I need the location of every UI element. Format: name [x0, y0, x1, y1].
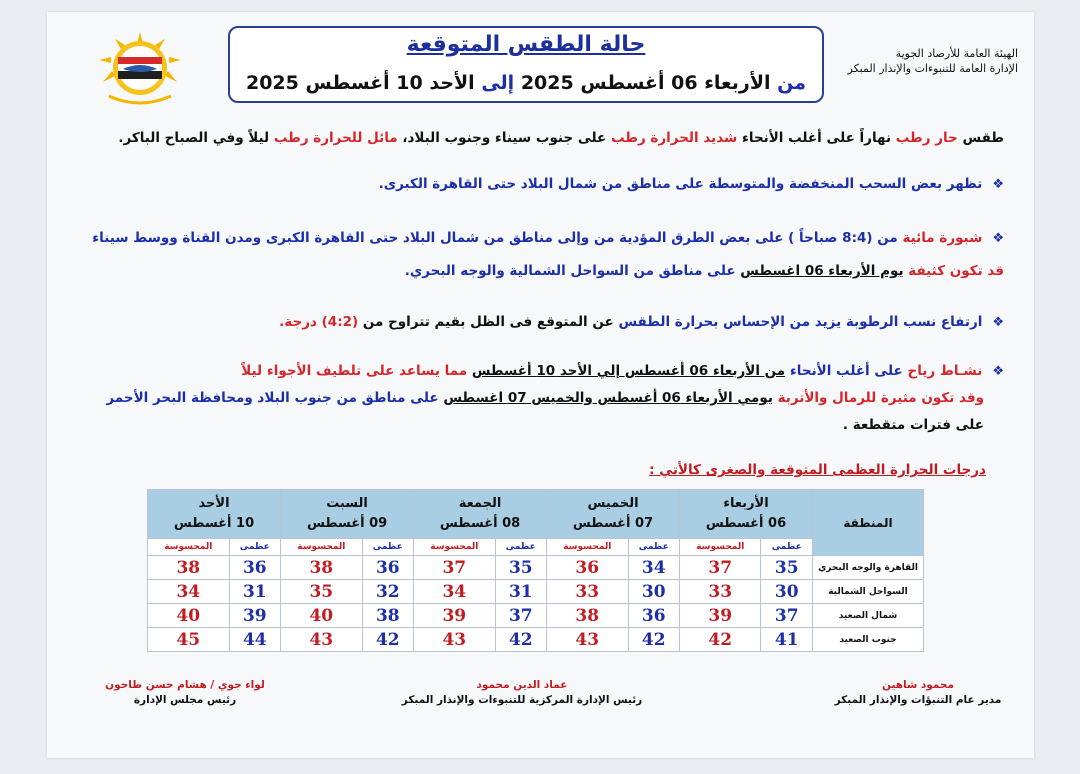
- feels-like-label: المحسوسة: [680, 539, 761, 556]
- bullet-wind: [74, 358, 1004, 439]
- day-name: الخميس: [587, 496, 639, 511]
- day-date: 08 أغسطس: [439, 516, 521, 531]
- humidity-degrees: (4:2) درجة.: [279, 314, 359, 330]
- bullet-icon: ❖: [992, 177, 1004, 192]
- max-temp-label: عظمى: [628, 539, 680, 556]
- day-header: [148, 490, 281, 539]
- day-header: [281, 490, 414, 539]
- humidity-text: ارتفاع نسب الرطوبة يزيد من الإحساس بحرارة الطقس: [618, 314, 983, 330]
- feels-like-cell: 35: [281, 580, 362, 604]
- max-temp-cell: 30: [761, 580, 813, 604]
- feels-like-cell: 40: [148, 604, 230, 628]
- org-line-1: الهيئة العامة للأرصاد الجوية: [895, 47, 1018, 60]
- feels-like-cell: 38: [547, 604, 628, 628]
- max-temp-label: عظمى: [229, 539, 281, 556]
- wind-dust: وقد تكون مثيرة للرمال والأتربة: [777, 390, 984, 406]
- feels-like-cell: 43: [547, 628, 628, 652]
- period-to-word: إلى: [481, 72, 515, 94]
- signature-left: [85, 678, 285, 708]
- bullet-fog: [74, 224, 1004, 286]
- intro-paragraph: [74, 130, 1004, 146]
- fog-title: شبورة مائية: [902, 230, 983, 246]
- fog-day: يوم الأربعاء 06 اغسطس: [740, 263, 904, 279]
- page-title: حالة الطقس المتوقعة: [406, 32, 646, 57]
- region-name: جنوب الصعيد: [813, 628, 924, 652]
- period-end: الأحد 10 أغسطس 2025: [245, 72, 475, 94]
- wind-dust-areas: على مناطق من جنوب البلاد ومحافظة البحر الأحمر: [106, 390, 439, 406]
- intro-part-1: طقس: [962, 130, 1004, 146]
- day-name: الجمعة: [458, 496, 502, 511]
- region-header: المنطقة: [813, 490, 924, 556]
- day-name: الأحد: [198, 496, 230, 511]
- day-header: [414, 490, 547, 539]
- intro-part-5: على جنوب سيناء وجنوب البلاد،: [402, 130, 607, 146]
- feels-like-cell: 39: [680, 604, 761, 628]
- org-line-2: الإدارة العامة للتنبوءات والإنذار المبكر: [847, 62, 1018, 75]
- feels-like-cell: 34: [148, 580, 230, 604]
- feels-like-cell: 43: [414, 628, 495, 652]
- signature-center-name: عماد الدين محمود: [476, 679, 568, 691]
- feels-like-cell: 40: [281, 604, 362, 628]
- feels-like-label: المحسوسة: [281, 539, 362, 556]
- weather-authority-logo: [95, 30, 185, 108]
- max-temp-cell: 42: [495, 628, 547, 652]
- table-row: [148, 628, 924, 652]
- fog-dense: قد تكون كثيفة: [908, 263, 1004, 279]
- max-temp-cell: 38: [362, 604, 414, 628]
- table-row: [148, 556, 924, 580]
- day-date: 10 أغسطس: [173, 516, 255, 531]
- region-name: السواحل الشمالية: [813, 580, 924, 604]
- bullet-icon: ❖: [992, 315, 1004, 330]
- max-temp-cell: 31: [229, 580, 281, 604]
- bullet-clouds-text: تظهر بعض السحب المنخفضة والمتوسطة على مناطق من شمال البلاد حتى القاهرة الكبرى.: [378, 176, 983, 192]
- max-temp-cell: 37: [495, 604, 547, 628]
- day-date: 06 أغسطس: [705, 516, 787, 531]
- feels-like-cell: 36: [547, 556, 628, 580]
- max-temp-cell: 35: [761, 556, 813, 580]
- intro-part-2: حار رطب: [895, 130, 958, 146]
- forecast-period: [230, 72, 822, 94]
- max-temp-cell: 39: [229, 604, 281, 628]
- signature-right-role: مدير عام التنبؤات والإنذار المبكر: [834, 694, 1002, 706]
- bullet-icon: ❖: [992, 364, 1004, 379]
- forecast-document: [47, 12, 1034, 758]
- feels-like-cell: 42: [680, 628, 761, 652]
- table-row: [148, 604, 924, 628]
- wind-dust-days: يومي الأربعاء 06 أغسطس والخميس 07 اغسطس: [443, 390, 773, 406]
- title-box: [228, 26, 824, 103]
- max-temp-cell: 36: [362, 556, 414, 580]
- day-date: 09 أغسطس: [306, 516, 388, 531]
- temperature-table: [147, 489, 924, 652]
- bullet-clouds: [74, 170, 1004, 199]
- max-temp-cell: 32: [362, 580, 414, 604]
- temperature-table-heading: درجات الحرارة العظمى المتوقعة والصغرى كالأتي :: [649, 462, 986, 478]
- max-temp-cell: 34: [628, 556, 680, 580]
- signature-right: [828, 678, 1008, 708]
- table-row: [148, 580, 924, 604]
- wind-intermittent: على فترات متقطعة .: [842, 417, 984, 433]
- feels-like-label: المحسوسة: [547, 539, 628, 556]
- intro-part-7: ليلاً وفي الصباح الباكر.: [118, 130, 270, 146]
- feels-like-cell: 34: [414, 580, 495, 604]
- feels-like-cell: 37: [414, 556, 495, 580]
- max-temp-cell: 36: [628, 604, 680, 628]
- period-start: الأربعاء 06 أغسطس 2025: [520, 72, 771, 94]
- bullet-humidity: [74, 308, 1004, 337]
- max-temp-cell: 44: [229, 628, 281, 652]
- bullet-icon: ❖: [992, 231, 1004, 246]
- day-name: الأربعاء: [723, 496, 769, 511]
- wind-extent: على أغلب الأنحاء: [789, 363, 903, 379]
- feels-like-cell: 33: [547, 580, 628, 604]
- max-temp-cell: 42: [362, 628, 414, 652]
- max-temp-cell: 35: [495, 556, 547, 580]
- feels-like-cell: 33: [680, 580, 761, 604]
- signature-left-role: رئيس مجلس الإدارة: [133, 694, 237, 706]
- max-temp-cell: 31: [495, 580, 547, 604]
- day-header: [547, 490, 680, 539]
- feels-like-cell: 38: [281, 556, 362, 580]
- signature-center-role: رئيس الإدارة المركزية للتنبوءات والإنذار المبكر: [401, 694, 643, 706]
- intro-part-4: شديد الحرارة رطب: [610, 130, 738, 146]
- feels-like-cell: 39: [414, 604, 495, 628]
- max-temp-cell: 36: [229, 556, 281, 580]
- feels-like-label: المحسوسة: [148, 539, 230, 556]
- signature-right-name: محمود شاهين: [881, 679, 955, 691]
- period-prefix: من: [777, 72, 807, 94]
- max-temp-label: عظمى: [761, 539, 813, 556]
- signature-center: [392, 678, 652, 708]
- humidity-range: عن المتوقع فى الظل بقيم تتراوح من: [362, 314, 614, 330]
- feels-like-cell: 38: [148, 556, 230, 580]
- fog-details: من (8:4 صباحاً ) على بعض الطرق المؤدية من وإلى مناطق من شمال البلاد حتى القاهرة الكبرى ومدن القناة ووسط سيناء: [92, 230, 898, 246]
- region-name: شمال الصعيد: [813, 604, 924, 628]
- intro-part-3: نهاراً على أغلب الأنحاء: [741, 130, 892, 146]
- day-name: السبت: [326, 496, 368, 511]
- wind-title: نشـاط رياح: [907, 363, 983, 379]
- fog-areas: على مناطق من السواحل الشمالية والوجه البحري.: [404, 263, 736, 279]
- feels-like-label: المحسوسة: [414, 539, 495, 556]
- max-temp-cell: 42: [628, 628, 680, 652]
- day-header: [680, 490, 813, 539]
- max-temp-label: عظمى: [495, 539, 547, 556]
- signature-left-name: لواء جوي / هشام حسن طاحون: [105, 679, 265, 691]
- max-temp-cell: 37: [761, 604, 813, 628]
- max-temp-label: عظمى: [362, 539, 414, 556]
- feels-like-cell: 45: [148, 628, 230, 652]
- max-temp-cell: 30: [628, 580, 680, 604]
- wind-effect: مما يساعد على تلطيف الأجواء ليلاً: [241, 363, 468, 379]
- max-temp-cell: 41: [761, 628, 813, 652]
- intro-part-6: مائل للحرارة رطب: [273, 130, 398, 146]
- feels-like-cell: 37: [680, 556, 761, 580]
- organization-name: [818, 46, 1018, 76]
- wind-period: من الأربعاء 06 أغسطس إلي الأحد 10 أغسطس: [471, 363, 786, 379]
- feels-like-cell: 43: [281, 628, 362, 652]
- day-date: 07 أغسطس: [572, 516, 654, 531]
- region-name: القاهرة والوجه البحري: [813, 556, 924, 580]
